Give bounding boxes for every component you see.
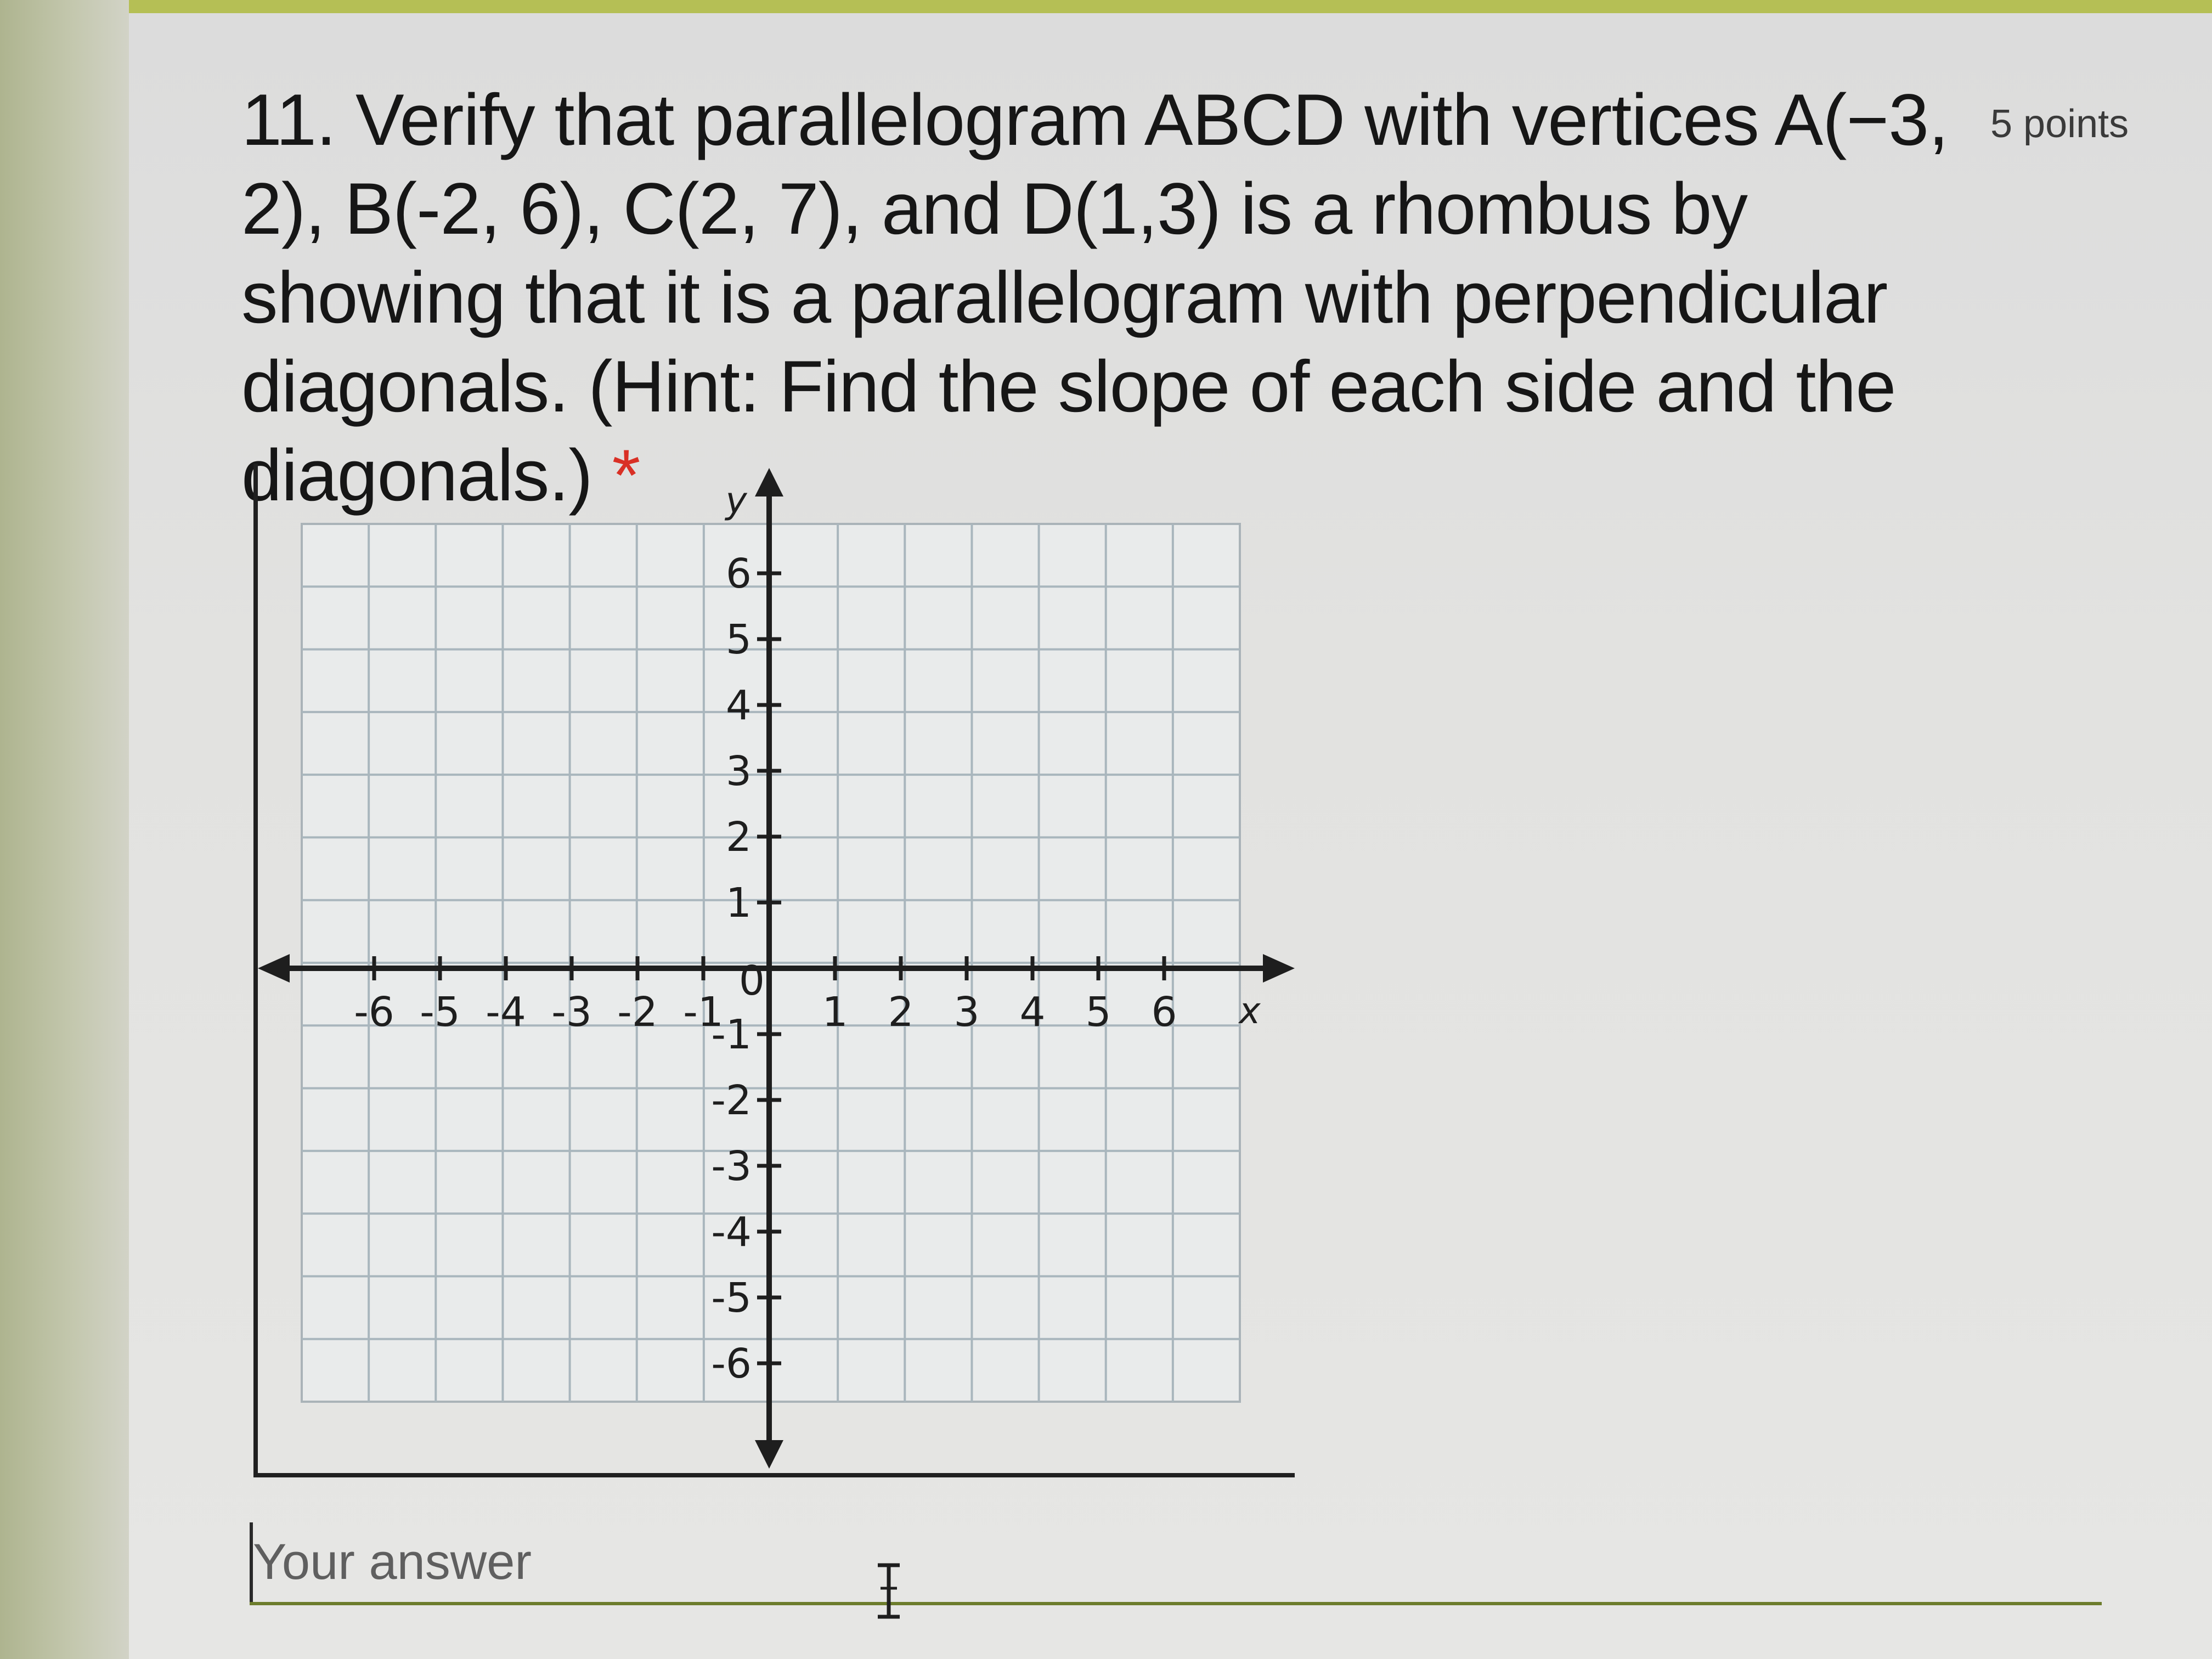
- x-tick-label: 2: [888, 989, 914, 1036]
- x-tick-label: 1: [822, 989, 848, 1036]
- y-tick-label: 2: [725, 814, 752, 861]
- x-tick-label: 5: [1085, 989, 1111, 1036]
- x-tick-label: -4: [486, 989, 526, 1036]
- x-tick-label: 6: [1151, 989, 1177, 1036]
- x-tick-label: -6: [354, 989, 394, 1036]
- graph-image: [253, 464, 1295, 1477]
- text-caret: [250, 1522, 253, 1602]
- y-tick-label: 6: [725, 550, 752, 597]
- question-text: 11. Verify that parallelogram ABCD with vertices A(−3, 2), B(-2, 6), C(2, 7), and D(1,3) is a rhombus by showing that it is a parallelogram with perpendicular diagonals. (Hint: Find the slope of each side and the diagonals.): [241, 80, 1949, 516]
- coordinate-plane: [258, 464, 1295, 1473]
- y-axis-arrow-down: [755, 1440, 783, 1469]
- y-tick-label: 1: [725, 879, 752, 927]
- x-tick-label: -1: [683, 989, 724, 1036]
- y-axis-label: y: [725, 479, 747, 522]
- x-tick-label: -3: [551, 989, 592, 1036]
- x-axis-arrow-left: [258, 954, 290, 983]
- y-tick-label: -4: [711, 1209, 752, 1256]
- question-title: [241, 76, 2013, 520]
- answer-field[interactable]: [250, 1522, 2098, 1610]
- x-tick-label: -2: [617, 989, 658, 1036]
- required-asterisk: *: [612, 435, 640, 516]
- x-axis-label: x: [1239, 990, 1261, 1032]
- y-tick-label: -6: [711, 1340, 752, 1387]
- y-tick-label: 5: [725, 616, 752, 663]
- y-tick-label: 4: [725, 682, 752, 729]
- x-tick-label: 3: [953, 989, 980, 1036]
- x-tick-label: -5: [420, 989, 460, 1036]
- form-accent-bar: [129, 0, 2212, 13]
- y-tick-label: -2: [711, 1077, 752, 1124]
- x-axis-arrow-right: [1263, 954, 1295, 983]
- text-cursor-icon: [870, 1561, 908, 1621]
- y-tick-label: -5: [711, 1274, 752, 1322]
- y-tick-label: 3: [725, 748, 752, 795]
- y-tick-label: -3: [711, 1143, 752, 1190]
- x-tick-label: 4: [1019, 989, 1046, 1036]
- y-axis-arrow-up: [755, 468, 783, 496]
- points-label: 5 points: [1990, 102, 2129, 146]
- screen-bezel: [0, 0, 129, 1659]
- origin-label: 0: [738, 957, 765, 1005]
- y-tick-label: -1: [711, 1011, 752, 1058]
- answer-input[interactable]: [250, 1522, 2102, 1605]
